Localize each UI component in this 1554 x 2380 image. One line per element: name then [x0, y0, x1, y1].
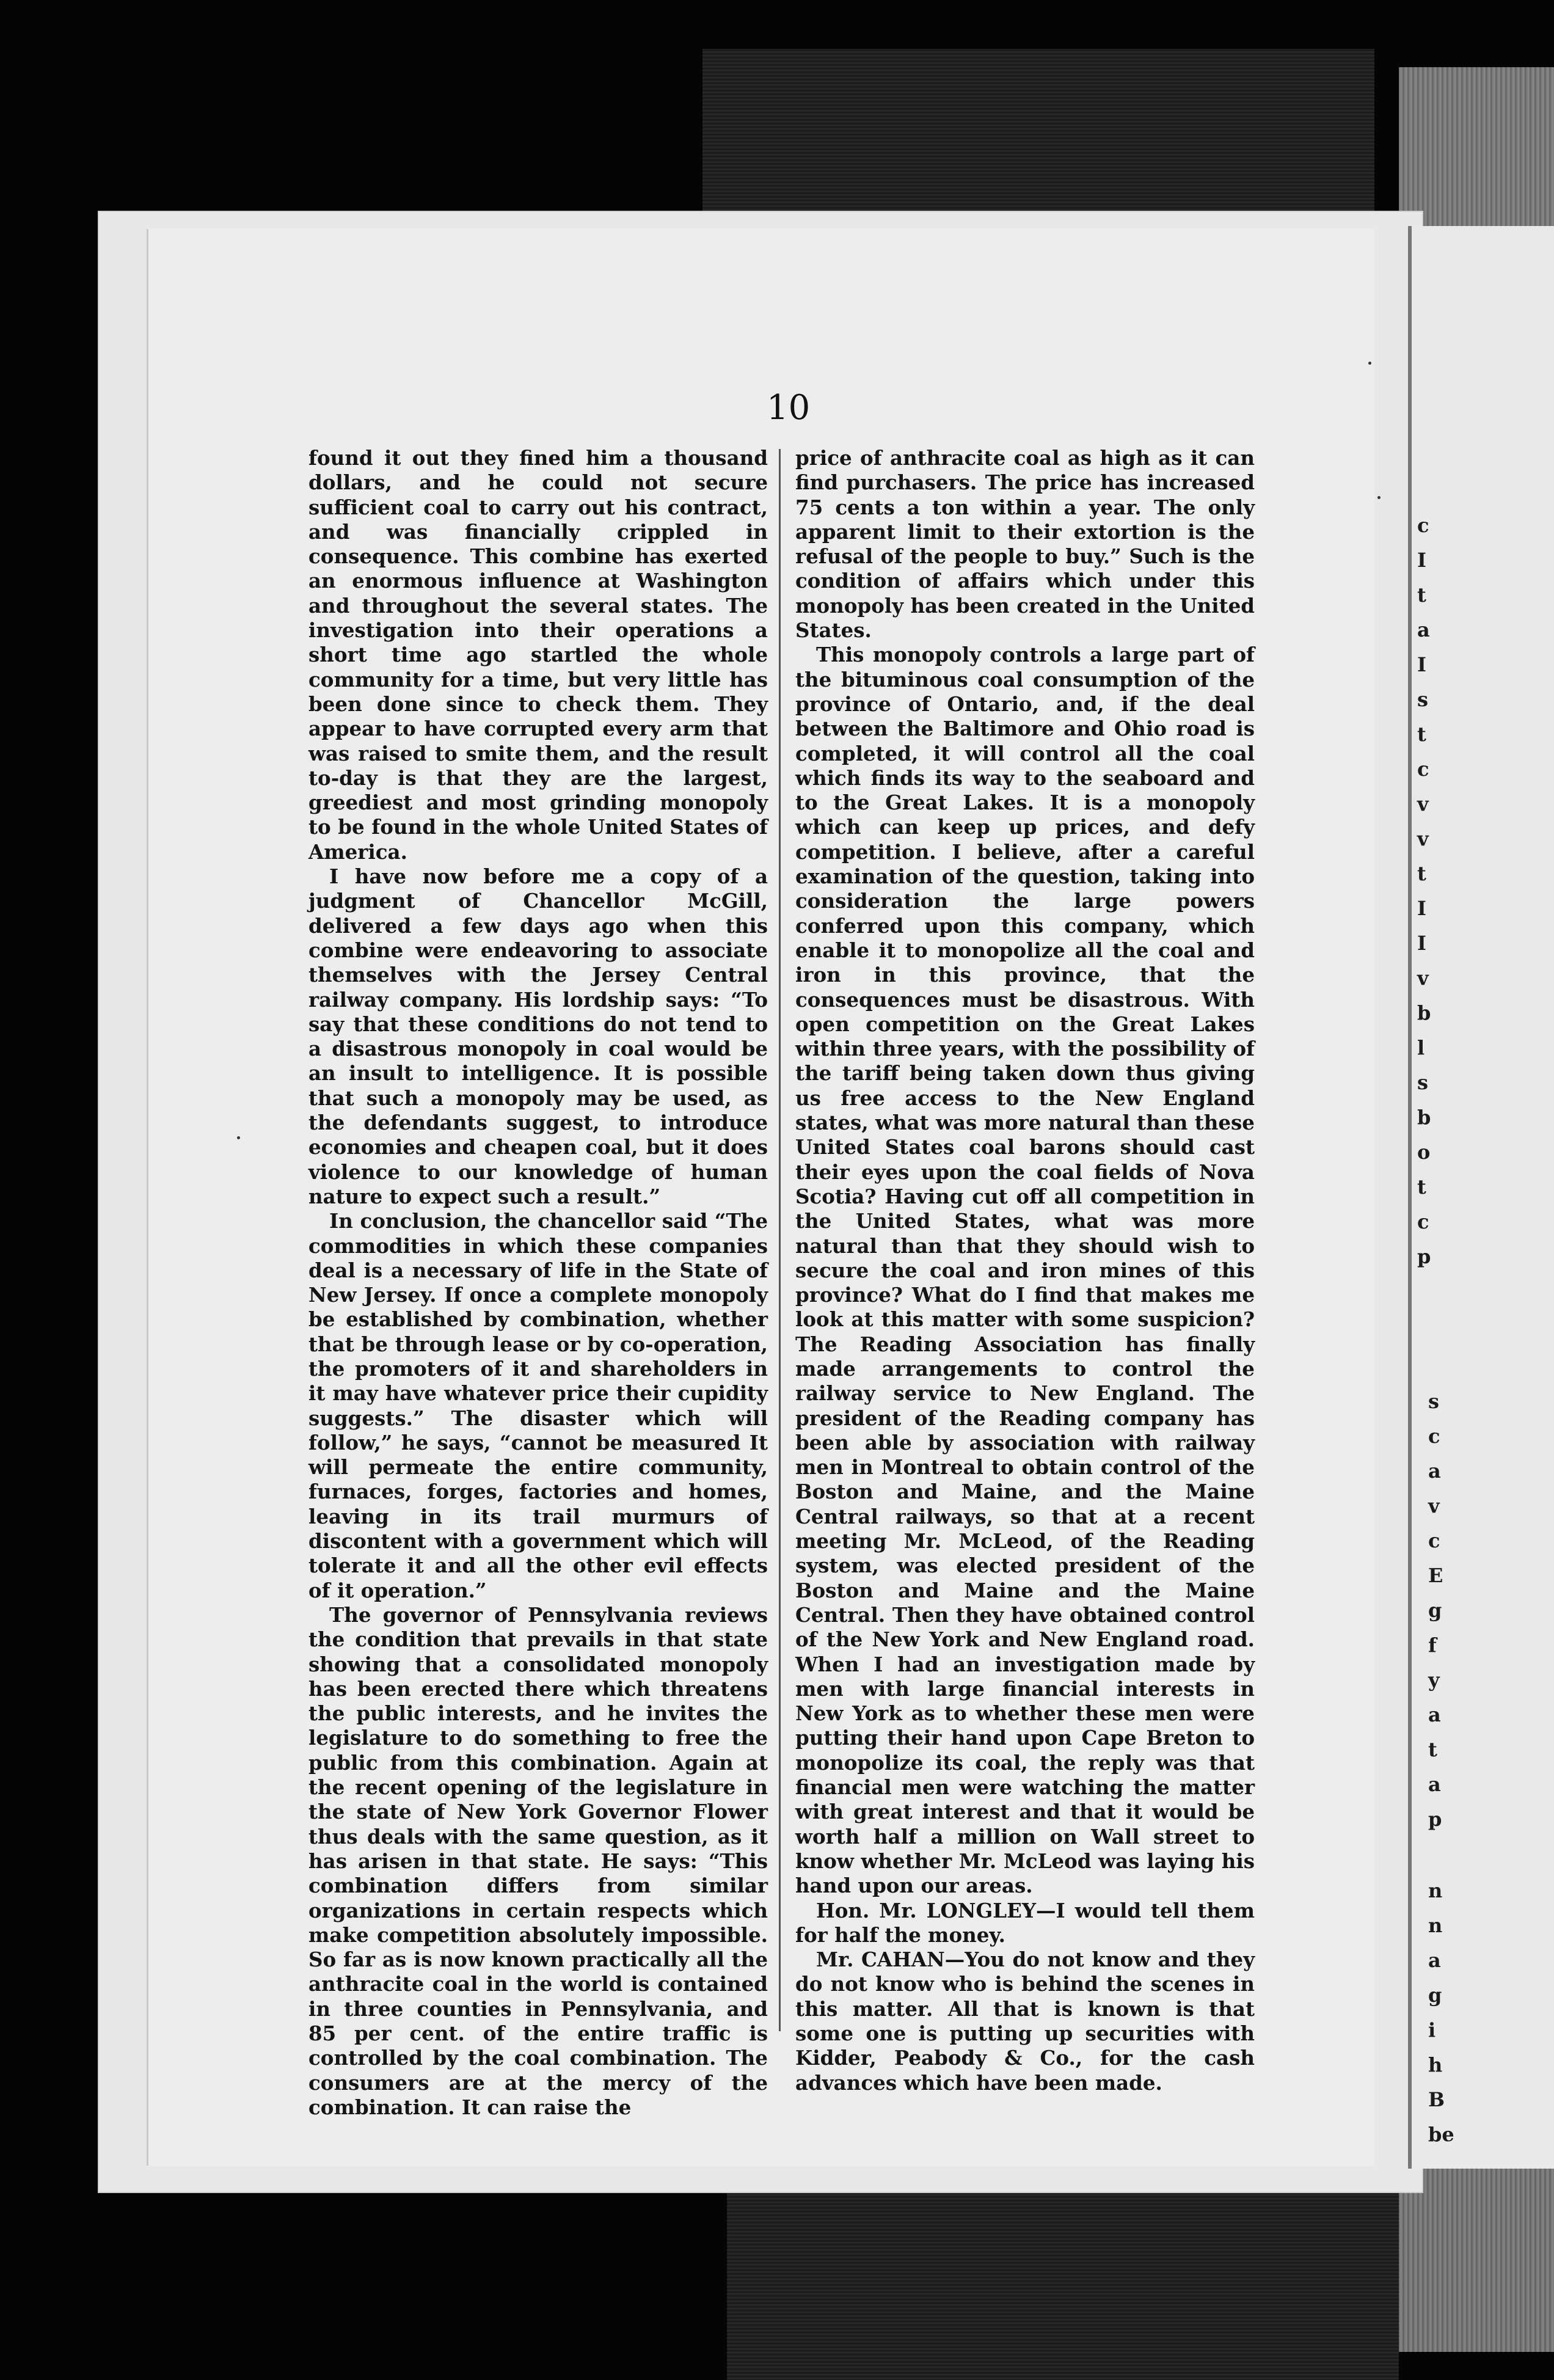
next-page-letter: I	[1417, 932, 1426, 955]
right-column	[795, 446, 1255, 2095]
next-page-letter: c	[1428, 1425, 1440, 1448]
next-page-letter: v	[1417, 792, 1429, 816]
paragraph: This monopoly controls a large part of the bituminous coal consumption of the province of Ontario, and, if the deal between the Baltimore and Ohio road is completed, it will control all the coal which finds its way to the seaboard and to the Great Lakes. It is a monopoly which can keep up prices, and defy competition. I believe, after a careful examination of the question, taking into consideration the large powers conferred upon this company, which enable it to monopolize all the coal and iron in this province, that the consequences must be disastrous. With open competition on the Great Lakes within three years, with the possibility of the tariff being taken down thus giving us free access to the New England states, what was more natural than these United States coal barons should cast their eyes upon the coal fields of Nova Scotia? Having cut off all competition in the United States, what was more natural than that they should wish to secure the coal and iron mines of this province? What do I find that makes me look at this matter with some suspicion? The Reading Association has finally made arrangements to control the railway service to New England. The president of the Reading company has been able by association with railway men in Montreal to obtain control of the Boston and Maine, and the Maine Central railways, so that at a recent meeting Mr. McLeod, of the Reading system, was elected president of the Boston and Maine and the Maine Central. Then they have obtained control of the New York and New England road. When I had an investigation made by men with large financial interests in New York as to whether these men were putting their hand upon Cape Breton to monopolize its coal, the reply was that financial men were watching the matter with great interest and that it would be worth half a million on Wall street to know whether Mr. McLeod was laying his hand upon our areas.	[795, 643, 1255, 1898]
next-page-letter: I	[1417, 549, 1426, 572]
next-page-letter: t	[1417, 1175, 1426, 1199]
next-page-letter: f	[1428, 1634, 1437, 1657]
paragraph: In conclusion, the chancellor said “The commodities in which these companies deal is a necessary of life in the State of New Jersey. If once a complete monopoly be established by combination, whether that be through lease or by co-operation, the promoters of it and shareholders in it may have whatever price their cupidity suggests.” The disaster which will follow,” he says, “cannot be measured It will permeate the entire community, furnaces, forges, factories and homes, leaving in its trail murmurs of discontent with a government which will tolerate it and all the other evil effects of it operation.”	[308, 1209, 768, 1602]
background-board-top	[1399, 67, 1554, 226]
ink-speck	[237, 1136, 240, 1139]
next-page-letter: c	[1428, 1529, 1440, 1552]
next-page-letter: n	[1428, 1914, 1443, 1937]
ink-speck	[1377, 496, 1381, 499]
next-page-letter: be	[1428, 2123, 1454, 2146]
next-page-letter: b	[1417, 1106, 1431, 1129]
next-page-letter: c	[1417, 514, 1429, 537]
next-page-letter: n	[1428, 1879, 1443, 1902]
left-column	[308, 446, 768, 2120]
next-page-letter: v	[1417, 966, 1429, 990]
next-page-letter: B	[1428, 2088, 1445, 2111]
paragraph: found it out they fined him a thousand dollars, and he could not secure sufficient coal to carry out his contract, and was financially crippled in consequence. This combine has exerted an enormous influence at Washington and throughout the several states. The investigation into their operations a short time ago startled the whole community for a time, but very little has been done since to check them. They appear to have corrupted every arm that was raised to smite them, and the result to-day is that they are the largest, greediest and most grinding monopoly to be found in the whole United States of America.	[308, 446, 768, 864]
next-page-letter: v	[1428, 1494, 1440, 1517]
next-page-letter: t	[1417, 862, 1426, 885]
next-page-letter: i	[1428, 2018, 1436, 2042]
next-page-letter: t	[1417, 723, 1426, 746]
next-page-letter: a	[1428, 1703, 1441, 1726]
paragraph: The governor of Pennsylvania reviews the condition that prevails in that state showing that a consolidated monopoly has been erected there which threatens the public interests, and he invites the legislature to do something to free the public from this combination. Again at the recent opening of the legislature in the state of New York Governor Flower thus deals with the same question, as it has arisen in that state. He says: “This combination differs from similar organizations in certain respects which make competition absolutely impossible. So far as is now known practically all the anthracite coal in the world is contained in three counties in Pennsylvania, and 85 per cent. of the entire traffic is controlled by the coal combination. The consumers are at the mercy of the combination. It can raise the	[308, 1602, 768, 2119]
page-fold	[1408, 226, 1412, 2169]
next-page-letter: s	[1417, 688, 1429, 711]
next-page-letter: v	[1417, 827, 1429, 850]
next-page-letter: y	[1428, 1668, 1440, 1692]
next-page-letter: g	[1428, 1599, 1442, 1622]
next-page-edge	[1416, 226, 1554, 2169]
paragraph: price of anthracite coal as high as it can find purchasers. The price has increased 75 cents a ton within a year. The only apparent limit to their extortion is the refusal of the people to buy.” Such is the condition of affairs which under this monopoly has been created in the United States.	[795, 446, 1255, 643]
column-divider	[779, 449, 781, 2031]
paragraph: I have now before me a copy of a judgment of Chancellor McGill, delivered a few days ago when this combine were endeavoring to associate themselves with the Jersey Central railway company. His lordship says: “To say that these conditions do not tend to a disastrous monopoly in coal would be an insult to intelligence. It is possible that such a monopoly may be used, as the defendants suggest, to introduce economies and cheapen coal, but it does violence to our knowledge of human nature to expect such a result.”	[308, 864, 768, 1208]
paragraph: Mr. CAHAN—You do not know and they do not know who is behind the scenes in this matter. All that is known is that some one is putting up securities with Kidder, Peabody & Co., for the cash advances which have been made.	[795, 1947, 1255, 2095]
paragraph: Hon. Mr. LONGLEY—I would tell them for half the money.	[795, 1898, 1255, 1947]
next-page-letter: a	[1428, 1773, 1441, 1796]
next-page-letter: c	[1417, 1210, 1429, 1233]
next-page-letter: s	[1428, 1390, 1440, 1413]
next-page-letter: h	[1428, 2053, 1443, 2076]
next-page-letter: l	[1417, 1036, 1425, 1059]
next-page-letter: p	[1417, 1245, 1431, 1268]
next-page-letter: a	[1428, 1459, 1441, 1483]
next-page-letter: a	[1428, 1949, 1441, 1972]
next-page-letter: o	[1417, 1141, 1431, 1164]
next-page-letter: b	[1417, 1001, 1431, 1024]
page-number: 10	[767, 388, 811, 428]
next-page-letter: p	[1428, 1808, 1442, 1831]
next-page-letter: s	[1417, 1071, 1429, 1094]
next-page-letter: I	[1417, 653, 1426, 676]
next-page-letter: E	[1428, 1564, 1443, 1587]
next-page-letter: t	[1417, 583, 1426, 607]
ink-speck	[1368, 362, 1371, 365]
next-page-letter: a	[1417, 618, 1430, 641]
next-page-letter: c	[1417, 757, 1429, 781]
next-page-letter: t	[1428, 1738, 1437, 1761]
next-page-letter: g	[1428, 1984, 1442, 2007]
next-page-letter: I	[1417, 897, 1426, 920]
